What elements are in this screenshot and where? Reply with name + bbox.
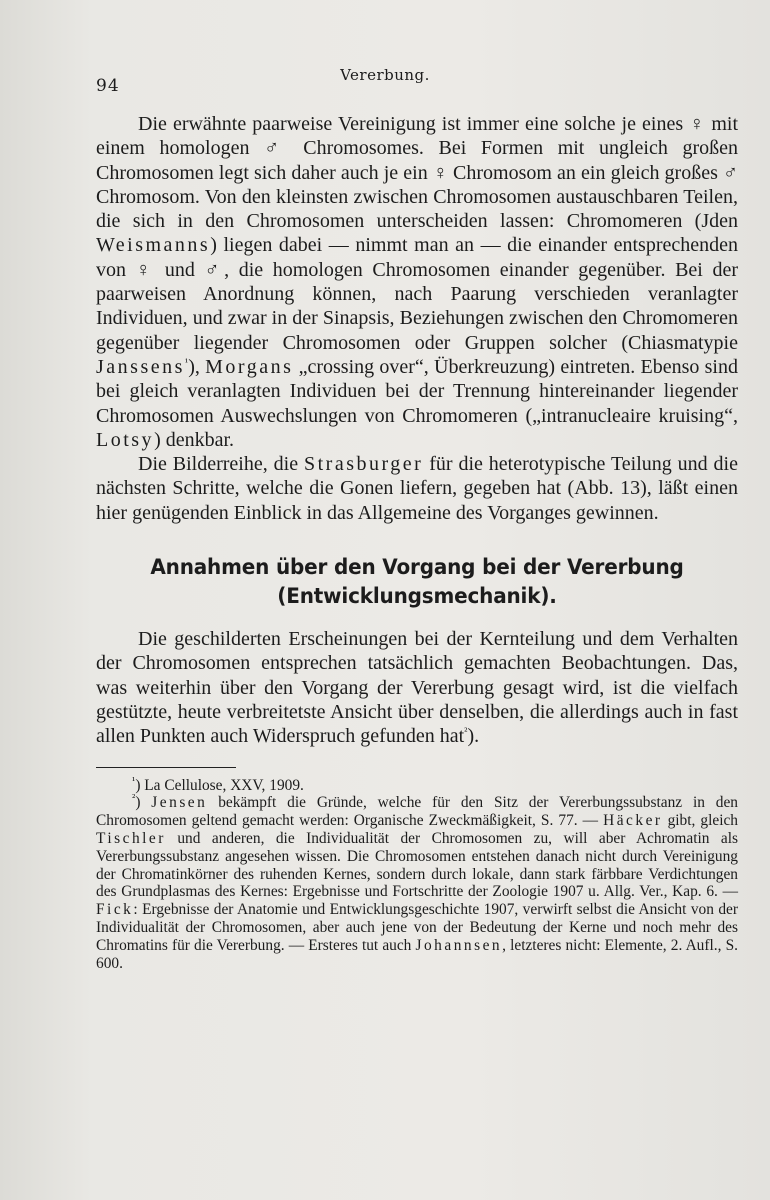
text-run: ) denkbar. [154, 428, 235, 451]
author-name: Tischler [96, 829, 166, 847]
footnote [96, 794, 738, 972]
text-run: , letzteres nicht: Elemente, 2. Aufl., S. 600. [96, 936, 739, 972]
text-run: bekämpft die Gründe, welche für den Sitz der Vererbungssubstanz in den Chromosomen geltend gemacht werden: Organische Zweckmäßigkeit, S. 77. — [96, 794, 738, 830]
author-name: Fick [96, 901, 134, 919]
author-name: Jensen [151, 794, 208, 812]
footnote [96, 774, 738, 795]
footnote-divider [96, 767, 236, 768]
text-run: Die erwähnte paarweise Vereinigung ist immer eine solche je eines ♀ mit einem homologen ♂ Chromosomes. Bei Formen mit ungleich großen Chromosomen legt sich daher auch je ein ♀ Chromosom an ein gleich großes ♂ Chromosom. Von den kleinsten zwischen Chromosomen austauschbaren Teilen, die sich in den Chromosomen unterscheiden lassen: Chromomeren (Jden [96, 113, 738, 233]
text-run: ). [467, 725, 480, 748]
text-run: Die geschilderten Erscheinungen bei der Kernteilung und dem Verhalten der Chromosomen entsprechen tatsächlich gemachten Beobachtungen. Das, was weiterhin über den Vorgang der Vererbung gesagt wird, ist die vielfach gestützte, heute verbreitetste Ansicht über denselben, die allerdings auch in fast allen Punkten auch Widerspruch gefunden hat [96, 628, 738, 748]
text-run: gibt, gleich [662, 812, 739, 830]
text-run: und anderen, die Individualität der Chromosomen zu, will aber Achromatin als Vererbungssubstanz angesehen wissen. Die Chromosomen entstehen danach nicht durch Vereinigung der Chromatinkörner des ruhenden Kernes, sondern durch lokale, dann stark färbbare Verdichtungen des Grundplasmas des Kernes: Ergebnisse und Fortschritte der Zoologie 1907 u. Allg. Ver., Kap. 6. — [96, 829, 738, 901]
footnote-ref: ¹ [184, 356, 189, 369]
author-name: Häcker [603, 812, 663, 830]
section-heading-line: (Entwicklungsmechanik). [277, 584, 557, 610]
text-run: ) [135, 794, 152, 812]
author-name: Morgans [205, 355, 294, 378]
footnote-marker: ² [132, 792, 136, 805]
footnote-ref: ² [464, 725, 468, 738]
paragraph [96, 452, 738, 525]
paragraph [96, 627, 738, 748]
page-number: 94 [96, 76, 120, 96]
author-name: Johannsen [415, 936, 503, 954]
section-heading [118, 553, 715, 611]
text-run: „crossing over“, Überkreuzung) eintreten. Ebenso sind bei gleich veranlagten Individuen bei der Trennung hintereinander liegender Chromosomen Auswechslungen von Chromomeren („intranucleaire kruising“, [96, 355, 738, 427]
footnotes [96, 774, 739, 973]
paragraph [96, 112, 738, 452]
author-name: Strasburger [303, 453, 424, 476]
main-text [96, 112, 738, 972]
text-run: : Ergebnisse der Anatomie und Entwicklungsgeschichte 1907, verwirft selbst die Ansicht von der Individualität der Chromosomen, aber auch jene von der Bedeutung der Kerne und noch mehr des Chromatins für die Vererbung. — Ersteres tut auch [96, 901, 738, 954]
running-title: Vererbung. [340, 66, 430, 84]
text-run: ) liegen dabei — nimmt man an — die einander entsprechenden von ♀ und ♂, die homologen Chromosomen einander gegenüber. Bei der paarweisen Anordnung können, nach Paarung verschieden veranlagter Individuen, und zwar in der Sinapsis, Beziehungen zwischen den Chromomeren gegenüber liegender Chromosomen oder Gruppen solcher (Chiasmatypie [96, 234, 738, 354]
footnote-marker: ¹ [132, 774, 136, 787]
author-name: Weismanns [96, 234, 211, 257]
text-run: ) La Cellulose, XXV, 1909. [135, 776, 304, 794]
author-name: Janssens [96, 355, 185, 378]
text-run: ), [188, 355, 206, 378]
section-heading-line: Annahmen über den Vorgang bei der Vererbung [150, 555, 684, 581]
author-name: Lotsy [96, 428, 155, 451]
text-run: Die Bilderreihe, die [138, 453, 304, 476]
text-run: für die heterotypische Teilung und die nächsten Schritte, welche die Gonen liefern, gegeben hat (Abb. 13), läßt einen hier genügenden Einblick in das Allgemeine des Vorganges gewinnen. [96, 453, 738, 524]
